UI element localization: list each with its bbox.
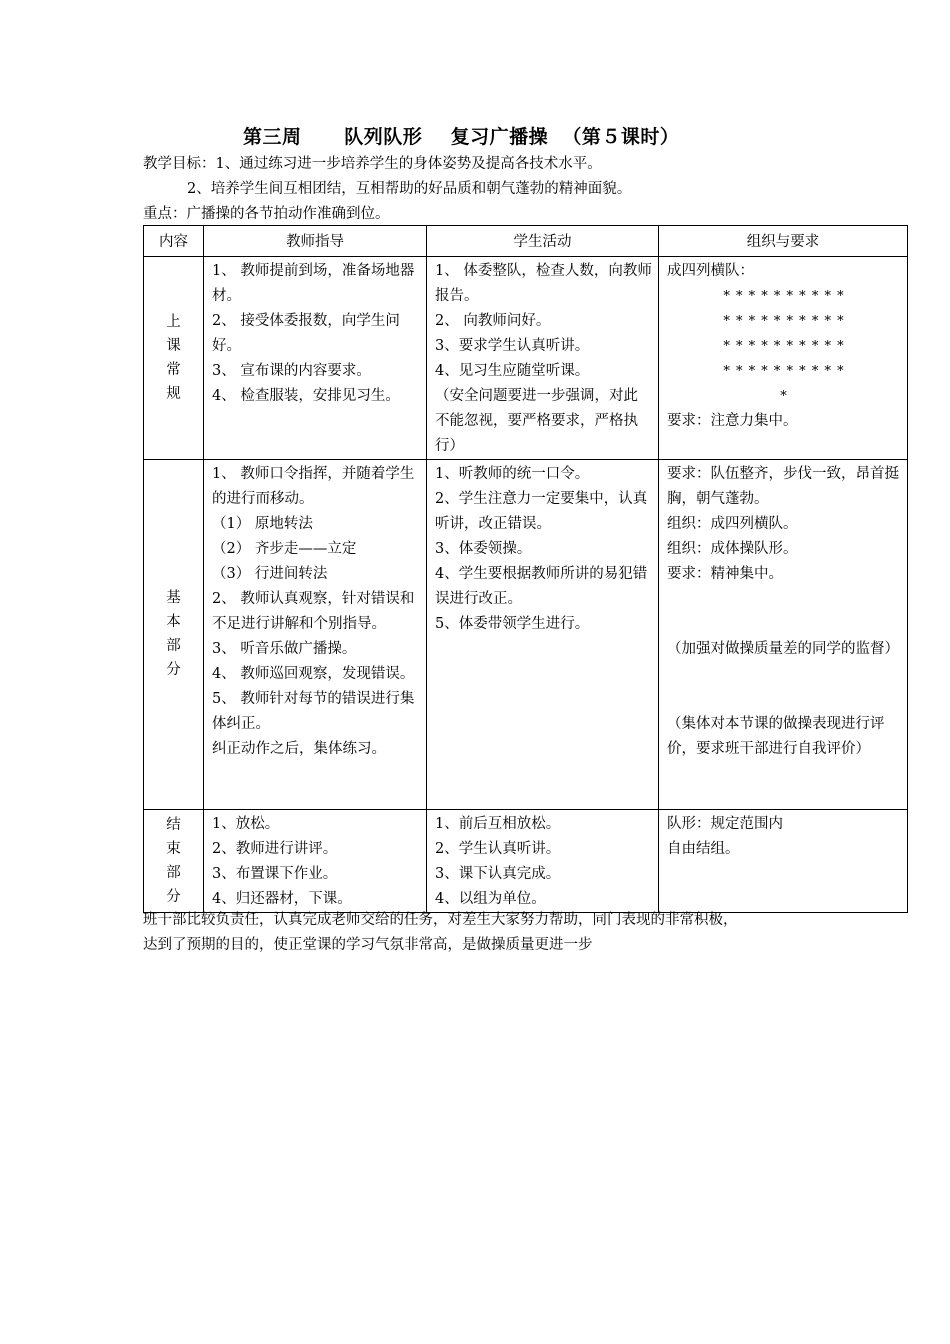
list-item: 自由结组。 [667, 841, 740, 857]
supervision-note: （加强对做操质量差的同学的监督） [667, 641, 899, 657]
objective-line-2: 2、培养学生间互相团结，互相帮助的好品质和朝气蓬勃的精神面貌。 [187, 181, 632, 197]
list-item: （安全问题要进一步强调，对此不能忽视，要严格要求，严格执行） [435, 388, 638, 454]
formation-row: * * * * * * * * * * [723, 364, 845, 379]
objective-line-1: 教学目标：1、通过练习进一步培养学生的身体姿势及提高各技术水平。 [143, 156, 602, 172]
list-item: 队形：规定范围内 [667, 816, 783, 832]
list-item: 3、体委领操。 [435, 541, 532, 557]
organization-cell [659, 810, 908, 913]
list-item: 2、 接受体委报数，向学生问好。 [212, 313, 400, 354]
list-item: 2、 教师认真观察，针对错误和不足进行讲解和个别指导。 [212, 591, 415, 632]
list-item: 1、 教师口令指挥，并随着学生的进行而移动。 [212, 466, 415, 507]
list-item: 3、 听音乐做广播操。 [212, 641, 357, 657]
list-item: 2、学生认真听讲。 [435, 841, 561, 857]
reflection-line-1: 班干部比较负责任，认真完成老师交给的任务，对差生大家努力帮助，同门表现的非常积极， [143, 912, 738, 928]
list-item: 要求：队伍整齐，步伐一致，昂首挺胸，朝气蓬勃。 [667, 466, 899, 507]
list-item: 5、体委带领学生进行。 [435, 616, 590, 632]
section-label: 结束部分 [144, 810, 204, 913]
formation-row: * * * * * * * * * * [723, 289, 845, 304]
list-item: 组织：成四列横队。 [667, 516, 798, 532]
list-item: 4、以组为单位。 [435, 891, 546, 907]
list-item: 要求：精神集中。 [667, 566, 783, 582]
list-item: 纠正动作之后，集体练习。 [212, 741, 386, 757]
student-cell [427, 257, 659, 460]
page-title: 第三周 队列队形 复习广播操 （第５课时） [243, 126, 680, 148]
spacer [667, 662, 901, 712]
key-point: 重点：广播操的各节拍动作准确到位。 [143, 206, 390, 222]
list-item: （1） 原地转法 [212, 516, 313, 532]
list-item: 2、 向教师问好。 [435, 313, 551, 329]
list-item: 4、见习生应随堂听课。 [435, 363, 590, 379]
section-label: 基本部分 [144, 460, 204, 810]
list-item: 4、学生要根据教师所讲的易犯错误进行改正。 [435, 566, 648, 607]
lesson-table [143, 225, 908, 913]
list-item: 1、听教师的统一口令。 [435, 466, 590, 482]
spacer [667, 587, 901, 637]
list-item: 5、 教师针对每节的错误进行集体纠正。 [212, 691, 415, 732]
evaluation-note: （集体对本节课的做操表现进行评价，要求班干部进行自我评价） [667, 716, 885, 757]
formation-row: * * * * * * * * * * [723, 314, 845, 329]
reflection-line-2: 达到了预期的目的，使正堂课的学习气氛非常高，是做操质量更进一步 [143, 937, 593, 953]
list-item: 1、前后互相放松。 [435, 816, 561, 832]
list-item: 1、 教师提前到场，准备场地器材。 [212, 263, 415, 304]
list-item: （2） 齐步走——立定 [212, 541, 357, 557]
list-item: 1、放松。 [212, 816, 280, 832]
list-item: 组织：成体操队形。 [667, 541, 798, 557]
list-item: 2、教师进行讲评。 [212, 841, 338, 857]
list-item: 4、 检查服装，安排见习生。 [212, 388, 400, 404]
table-row [144, 257, 908, 460]
organization-cell [659, 257, 908, 460]
list-item: 2、学生注意力一定要集中，认真听讲，改正错误。 [435, 491, 648, 532]
list-item: 3、课下认真完成。 [435, 866, 561, 882]
teacher-position: * [780, 389, 788, 404]
list-item: 3、要求学生认真听讲。 [435, 338, 590, 354]
formation-intro: 成四列横队： [667, 263, 754, 279]
student-cell [427, 460, 659, 810]
list-item: 4、归还器材，下课。 [212, 891, 352, 907]
formation-row: * * * * * * * * * * [723, 339, 845, 354]
header-organization: 组织与要求 [659, 226, 908, 257]
header-student: 学生活动 [427, 226, 659, 257]
header-content: 内容 [144, 226, 204, 257]
header-teacher: 教师指导 [204, 226, 427, 257]
teacher-cell [204, 810, 427, 913]
teacher-cell [204, 257, 427, 460]
teacher-cell [204, 460, 427, 810]
list-item: 1、 体委整队，检查人数，向教师报告。 [435, 263, 652, 304]
organization-cell [659, 460, 908, 810]
list-item: 3、 宣布课的内容要求。 [212, 363, 371, 379]
list-item: 3、布置课下作业。 [212, 866, 338, 882]
table-header-row [144, 226, 908, 257]
student-cell [427, 810, 659, 913]
section-label: 上课常规 [144, 257, 204, 460]
list-item: 4、 教师巡回观察，发现错误。 [212, 666, 415, 682]
table-row [144, 460, 908, 810]
table-row [144, 810, 908, 913]
requirement-note: 要求：注意力集中。 [667, 413, 798, 429]
list-item: （3） 行进间转法 [212, 566, 328, 582]
